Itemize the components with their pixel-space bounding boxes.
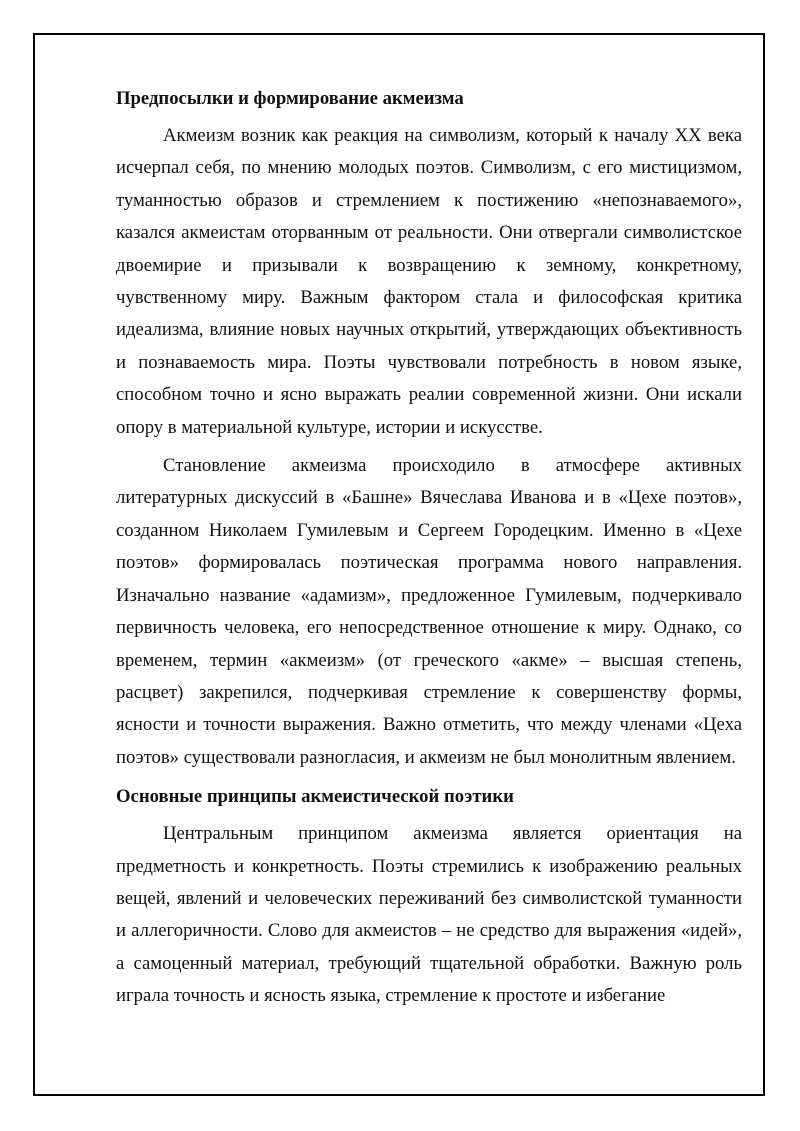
section-heading-principles: Основные принципы акмеистической поэтики <box>116 786 514 808</box>
paragraph-principles: Центральным принципом акмеизма является ориентация на предметность и конкретность. Поэты стремились к изображению реальных вещей, явлений и человеческих переживаний без символистской туманности и аллегоричности. Слово для акмеистов – не средство для выражения «идей», а самоценный материал, требующий тщательной обработки. Важную роль играла точность и ясность языка, стремление к простоте и избегание <box>116 823 742 1007</box>
paragraph-formation: Становление акмеизма происходило в атмосфере активных литературных дискуссий в «Башне» Вячеслава Иванова и в «Цехе поэтов», созданном Николаем Гумилевым и Сергеем Городецким. Именно в «Цехе поэтов» формировалась поэтическая программа нового направления. Изначально название «адамизм», предложенное Гумилевым, подчеркивало первичность человека, его непосредственное отношение к миру. Однако, со временем, термин «акмеизм» (от греческого «акме» – высшая степень, расцвет) закрепился, подчеркивая стремление к совершенству формы, ясности и точности выражения. Важно отметить, что между членами «Цеха поэтов» существовали разногласия, и акмеизм не был монолитным явлением. <box>116 455 742 768</box>
paragraph-origin: Акмеизм возник как реакция на символизм, который к началу XX века исчерпал себя, по мнению молодых поэтов. Символизм, с его мистицизмом, туманностью образов и стремлением к постижению «непознаваемого», казался акмеистам оторванным от реальности. Они отвергали символистское двоемирие и призывали к возвращению к земному, конкретному, чувственному миру. Важным фактором стала и философская критика идеализма, влияние новых научных открытий, утверждающих объективность и познаваемость мира. Поэты чувствовали потребность в новом языке, способном точно и ясно выражать реалии современной жизни. Они искали опору в материальной культуре, истории и искусстве. <box>116 125 742 438</box>
section-heading-premises: Предпосылки и формирование акмеизма <box>116 88 464 109</box>
document-body <box>116 86 742 1019</box>
